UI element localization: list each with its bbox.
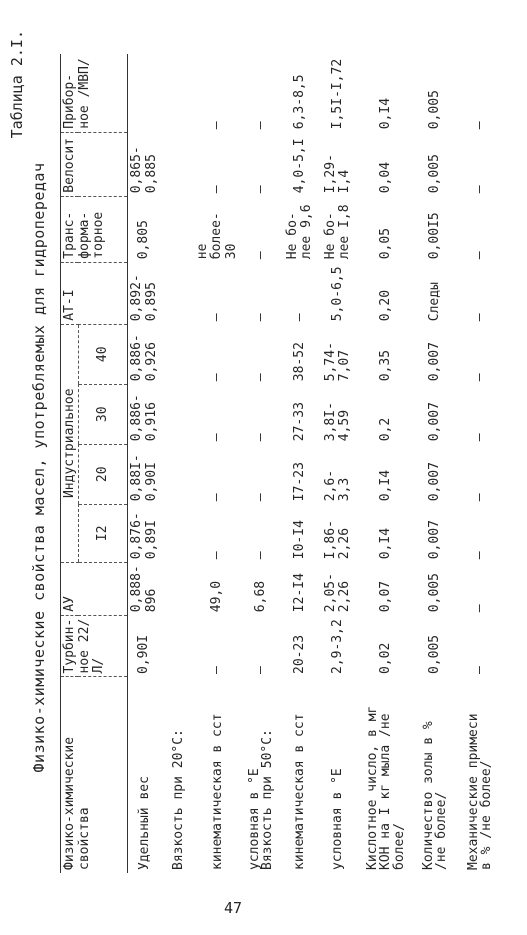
table-cell: 0,35 (377, 349, 393, 382)
header-transformer: Транс-форма-торное (61, 196, 128, 262)
table-cell (162, 504, 196, 562)
header-industrial-20: 20 (78, 444, 127, 504)
table-row (457, 54, 503, 873)
row-property: Механические примеси в % /не более/ (465, 713, 495, 870)
table-cell: Следы (426, 282, 442, 322)
table-cell: 49,0 (209, 580, 225, 613)
table-cell: – (252, 433, 268, 442)
table-cell: – (209, 493, 225, 502)
table-cell: 0,886- 0,916 (127, 384, 162, 444)
table-cell: 6,3-8,5 (291, 74, 307, 130)
table-cell: – (471, 313, 487, 322)
table-cell: – (471, 251, 487, 260)
table-cell: 0,892- 0,895 (127, 262, 162, 324)
table-row (413, 54, 457, 873)
table-row (162, 54, 196, 873)
table-cell (162, 562, 196, 615)
table-cell: – (209, 666, 225, 674)
header-turbine: Турбин-ное 22/Л/ (61, 615, 128, 677)
table-cell: 20-23 (291, 634, 307, 674)
table-cell: I,86- 2,26 (322, 520, 353, 560)
table-cell (162, 444, 196, 504)
row-property: условная в °Е Вязкость при 50°С: (246, 729, 276, 870)
table-cell: 0,005 (426, 90, 442, 130)
table-cell: 0,888- 896 (127, 562, 162, 615)
table-cell: – (209, 373, 225, 382)
row-property: кинематическая в сст (292, 713, 308, 870)
table-cell: – (471, 493, 487, 502)
table-cell: – (471, 185, 487, 194)
table-row (317, 54, 359, 873)
row-property: условная в °Е (330, 768, 346, 870)
table-row (239, 54, 283, 873)
table-cell: 0,2 (377, 417, 393, 442)
table-cell: 0,805 (127, 196, 162, 262)
table-cell: – (252, 313, 268, 322)
table-row (127, 54, 162, 873)
table-cell: 2,05- 2,26 (322, 573, 353, 613)
table-cell: 0,876- 0,89I (127, 504, 162, 562)
row-property: Удельный вес (127, 677, 162, 873)
table-cell: – (291, 313, 307, 322)
table-cell: – (471, 604, 487, 613)
header-industrial-12: I2 (78, 504, 127, 562)
table-cell: – (252, 121, 268, 130)
table-cell: – (471, 373, 487, 382)
table-cell: 0,005 (426, 154, 442, 194)
table-cell: 2,9-3,2 (329, 619, 345, 674)
table-cell: – (252, 185, 268, 194)
table-cell: 5,74- 7,07 (322, 342, 353, 382)
table-cell: 0,007 (426, 402, 442, 442)
table-cell: 0,005 (426, 634, 442, 674)
table-cell: 3,8I- 4,59 (322, 402, 353, 442)
table-cell: I,29- I,4 (322, 154, 353, 194)
table-cell: 0,02 (377, 642, 393, 674)
table-cell: 0,007 (426, 342, 442, 382)
table-cell: – (252, 251, 268, 260)
table-cell (162, 54, 196, 132)
header-au: АУ (61, 562, 128, 615)
header-industrial: Индустриальное (61, 324, 79, 562)
table-cell: – (252, 373, 268, 382)
table-cell: – (209, 433, 225, 442)
table-cell: I7-23 (291, 462, 307, 502)
header-industrial-30: 30 (78, 384, 127, 444)
table-cell: – (471, 121, 487, 130)
table-cell: – (471, 551, 487, 560)
table-cell: 0,05 (377, 227, 393, 260)
oil-properties-table (60, 54, 503, 873)
table-cell (162, 196, 196, 262)
header-industrial-40: 40 (78, 324, 127, 384)
table-cell (162, 324, 196, 384)
table-cell: – (209, 121, 225, 130)
row-property: Количество золы в % /не более/ (420, 721, 450, 870)
table-cell: 0,90I (127, 615, 162, 677)
table-label: Таблица 2.I. (8, 30, 26, 139)
table-cell: – (471, 666, 487, 674)
table-row (359, 54, 413, 873)
table-cell (162, 384, 196, 444)
table-cell: 2,6-3,3 (322, 469, 353, 502)
page-title: Физико-химические свойства масел, употребляемых для гидропередач (30, 162, 48, 773)
header-velosit: Велосит (61, 132, 128, 196)
table-cell: – (209, 313, 225, 322)
table-row (196, 54, 240, 873)
table-cell (162, 615, 196, 677)
table-cell: 0,865- 0,885 (127, 132, 162, 196)
table-cell: – (209, 185, 225, 194)
table-cell: 27-33 (291, 402, 307, 442)
table-cell: 0,00I5 (426, 212, 442, 260)
row-property: Кислотное число, в мг КОН на I кг мыла /не более/ (364, 705, 407, 870)
table-cell: – (252, 666, 268, 674)
table-cell: 0,07 (377, 580, 393, 613)
table-cell: I0-I4 (291, 520, 307, 560)
table-cell: 0,I4 (377, 97, 393, 130)
table-body (127, 54, 503, 873)
table-cell: I,5I-I,72 (329, 58, 345, 130)
table-cell: 0,20 (377, 289, 393, 322)
table-cell: не более- 30 (194, 212, 239, 260)
table-cell: 0,886- 0,926 (127, 324, 162, 384)
row-property: кинематическая в сст (209, 713, 225, 870)
table-cell: 0,I4 (377, 469, 393, 502)
table-cell: 6,68 (252, 580, 268, 613)
table-cell: Не бо- лее I,8 (322, 204, 353, 260)
table-cell: 4,0-5,I (291, 138, 307, 194)
table-cell: I2-I4 (291, 573, 307, 613)
table-cell: 0,007 (426, 520, 442, 560)
table-cell: 0,I4 (377, 527, 393, 560)
table-cell: 0,88I- 0,90I (127, 444, 162, 504)
table-cell: – (471, 433, 487, 442)
table-cell: – (252, 493, 268, 502)
table-cell (127, 54, 162, 132)
row-property: Вязкость при 20°С: (170, 729, 186, 870)
table-cell: 0,04 (377, 161, 393, 194)
table-cell: 0,005 (426, 573, 442, 613)
table-cell: 38-52 (291, 342, 307, 382)
table-cell: – (209, 551, 225, 560)
table-cell: 5,0-6,5 (329, 266, 345, 322)
table-cell (162, 132, 196, 196)
table-cell: – (252, 551, 268, 560)
header-pribor: Прибор-ное /МВП/ (61, 54, 128, 132)
table-row (283, 54, 317, 873)
table-cell: Не бо- лее 9,6 (284, 204, 315, 260)
table-cell: 0,007 (426, 462, 442, 502)
page-number: 47 (223, 898, 243, 917)
header-at1: АТ-I (61, 262, 128, 324)
table-cell (162, 262, 196, 324)
header-property: Физико-химические свойства (61, 677, 128, 873)
